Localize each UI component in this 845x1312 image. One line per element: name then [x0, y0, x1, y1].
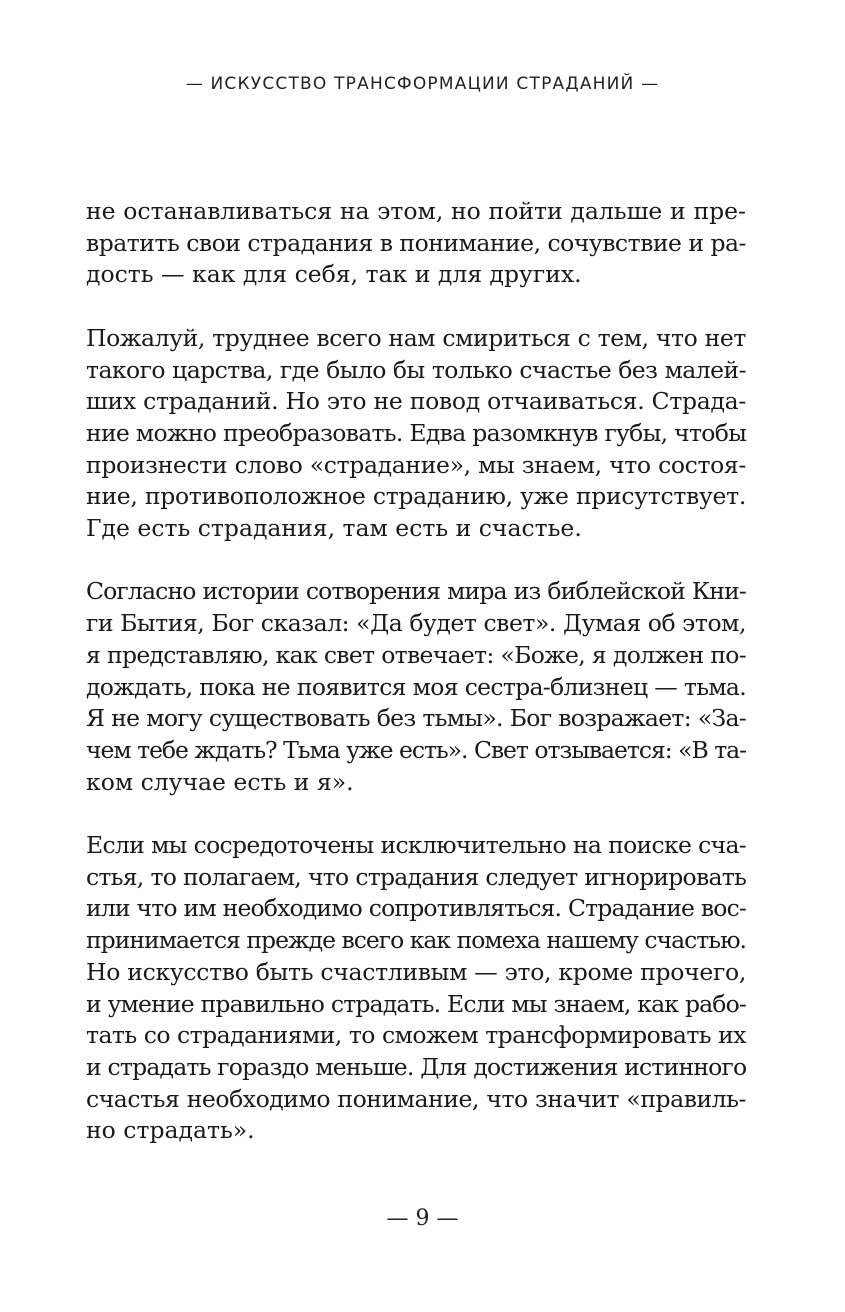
paragraph	[86, 576, 746, 798]
text-line: стья, то полагаем, что страдания следует игнорировать	[86, 862, 746, 891]
text-line: ком случае есть и я».	[86, 767, 354, 796]
text-line: или что им необходимо сопротивляться. Страдание вос-	[86, 894, 746, 923]
text-line: ги Бытия, Бог сказал: «Да будет свет». Думая об этом,	[86, 609, 746, 638]
text-line: Пожалуй, труднее всего нам смириться с тем, что нет	[86, 323, 746, 352]
text-line: Где есть страдания, там есть и счастье.	[86, 514, 582, 543]
text-line: принимается прежде всего как помеха нашему счастью.	[86, 926, 746, 955]
paragraph	[86, 830, 746, 1147]
text-line: Я не могу существовать без тьмы». Бог возражает: «За-	[86, 704, 746, 733]
text-line: ние можно преобразовать. Едва разомкнув губы, чтобы	[86, 418, 747, 447]
text-line: Согласно истории сотворения мира из библейской Кни-	[86, 577, 746, 606]
text-line: и умение правильно страдать. Если мы знаем, как рабо-	[86, 989, 746, 1018]
text-line: дождать, пока не появится моя сестра-близнец — тьма.	[86, 672, 746, 701]
text-line: тать со страданиями, то сможем трансформировать их	[86, 1021, 746, 1050]
text-line: но страдать».	[86, 1116, 255, 1145]
text-line: Но искусство быть счастливым — это, кроме прочего,	[86, 957, 746, 986]
paragraph	[86, 323, 746, 545]
paragraph	[86, 196, 746, 291]
page-number: — 9 —	[386, 1206, 459, 1231]
text-line: ших страданий. Но это не повод отчаиваться. Страда-	[86, 387, 746, 416]
running-header: — ИСКУССТВО ТРАНСФОРМАЦИИ СТРАДАНИЙ —	[185, 74, 660, 94]
text-line: чем тебе ждать? Тьма уже есть». Свет отзывается: «В та-	[86, 735, 746, 764]
text-line: дость — как для себя, так и для других.	[86, 260, 582, 289]
body-text	[86, 196, 746, 1179]
text-line: я представляю, как свет отвечает: «Боже, я должен по-	[86, 640, 746, 669]
text-line: ние, противоположное страданию, уже присутствует.	[86, 482, 746, 511]
text-line: Если мы сосредоточены исключительно на поиске сча-	[86, 831, 746, 860]
text-line: такого царства, где было бы только счастье без малей-	[86, 355, 746, 384]
text-line: не останавливаться на этом, но пойти дальше и пре-	[86, 197, 746, 225]
text-line: и страдать гораздо меньше. Для достижения истинного	[86, 1052, 747, 1081]
text-line: произнести слово «страдание», мы знаем, что состоя-	[86, 450, 746, 479]
text-line: вратить свои страдания в понимание, сочувствие и ра-	[86, 228, 746, 257]
text-line: счастья необходимо понимание, что значит «правиль-	[86, 1084, 746, 1113]
